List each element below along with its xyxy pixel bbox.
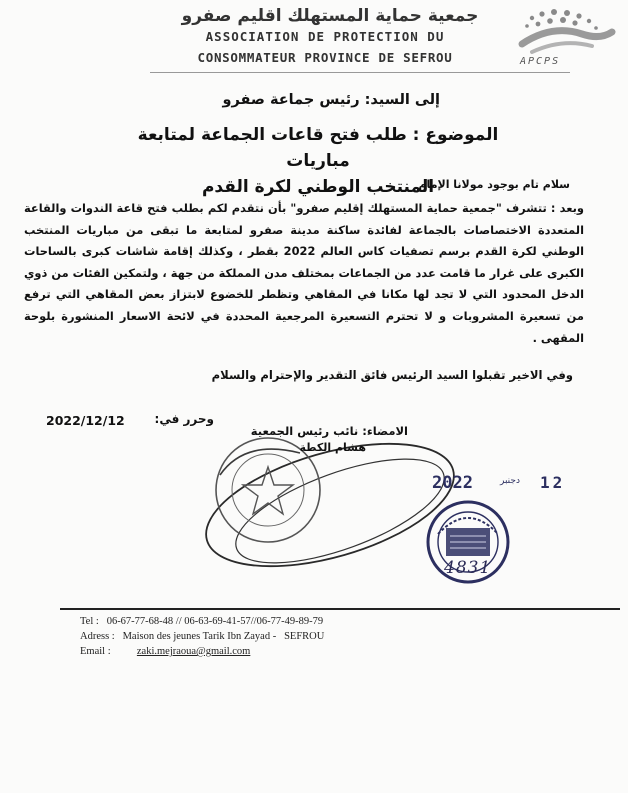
stamp-month: دجنبر bbox=[500, 476, 520, 486]
stamp-year: 2022 bbox=[432, 473, 473, 493]
address-label: Adress : bbox=[80, 631, 115, 642]
salutation: سلام تام بوجود مولانا الإمام bbox=[418, 178, 570, 191]
subject-line-1: الموضوع : طلب فتح قاعات الجماعة لمتابعة مباريات bbox=[137, 125, 499, 171]
registration-number: 4831 bbox=[444, 558, 492, 578]
subject-line-2: المنتخب الوطني لكرة القدم bbox=[201, 177, 435, 197]
association-name-arabic: جمعية حماية المستهلك اقليم صفرو bbox=[181, 6, 479, 26]
email-link[interactable]: zaki.mejraoua@gmail.com bbox=[136, 646, 251, 657]
addressee: إلى السيد: رئيس جماعة صفرو bbox=[222, 92, 440, 108]
address-value: Maison des jeunes Tarik Ibn Zayad - SEFROU bbox=[122, 631, 325, 642]
email-label: Email : bbox=[80, 646, 111, 657]
footer-phone-row bbox=[80, 614, 580, 629]
association-name-french-line2: CONSOMMATEUR PROVINCE DE SEFROU bbox=[197, 50, 453, 65]
footer-email-row bbox=[80, 644, 580, 659]
stamp-day: 12 bbox=[540, 473, 566, 492]
date-value: 2022/12/12 bbox=[46, 413, 125, 428]
footer-divider bbox=[60, 608, 620, 610]
closing-line: وفي الاخير تقبلوا السيد الرئيس فائق التقدير والإحترام والسلام bbox=[211, 368, 573, 382]
letter-body: وبعد : تتشرف "جمعية حماية المستهلك إقليم صفرو" بأن نتقدم لكم بطلب فتح قاعة الندوات والقاعة المتعددة الاختصاصات بالجماعة لفائدة ساكنة مدينة صفرو لمتابعة ما تبقى من مباريات المنتخب الوطني لكرة القدم برسم تصفيات كاس العالم 2022 بقطر ، وكذلك إقامة شاشات كبرى بالساحات الكبرى على غرار ما قامت عدد من الجماعات بمختلف مدن المملكة من جهة ، ولتمكين الفئات من ذوي الدخل المحدود التي لا تجد لها مكانا في المقاهي وتظطر للخضوع لابتزاز بعض المقاهي التي ترفع من تسعيرة المشروبات و لا تحترم التسعيرة المرجعية المحددة في لائحة الاسعار المنشورة بلوحة المقهى . bbox=[23, 201, 584, 345]
footer-contact bbox=[80, 614, 580, 659]
footer-address-row bbox=[80, 629, 580, 644]
letterhead-divider bbox=[150, 72, 570, 73]
association-name-french-line1: ASSOCIATION DE PROTECTION DU bbox=[205, 29, 445, 44]
phone-label: Tel : bbox=[80, 616, 99, 627]
phone-numbers: 06-67-77-68-48 // 06-63-69-41-57//06-77-49-89-79 bbox=[106, 616, 324, 627]
letterhead bbox=[0, 4, 628, 74]
association-abbreviation: APCPS bbox=[520, 56, 561, 67]
signature-label: الامضاء: نائب رئيس الجمعية bbox=[250, 424, 408, 438]
reception-date-stamp bbox=[430, 473, 570, 501]
date-label: وحرر في: bbox=[154, 412, 214, 426]
signatory-name: هشام الكطة bbox=[299, 441, 366, 454]
